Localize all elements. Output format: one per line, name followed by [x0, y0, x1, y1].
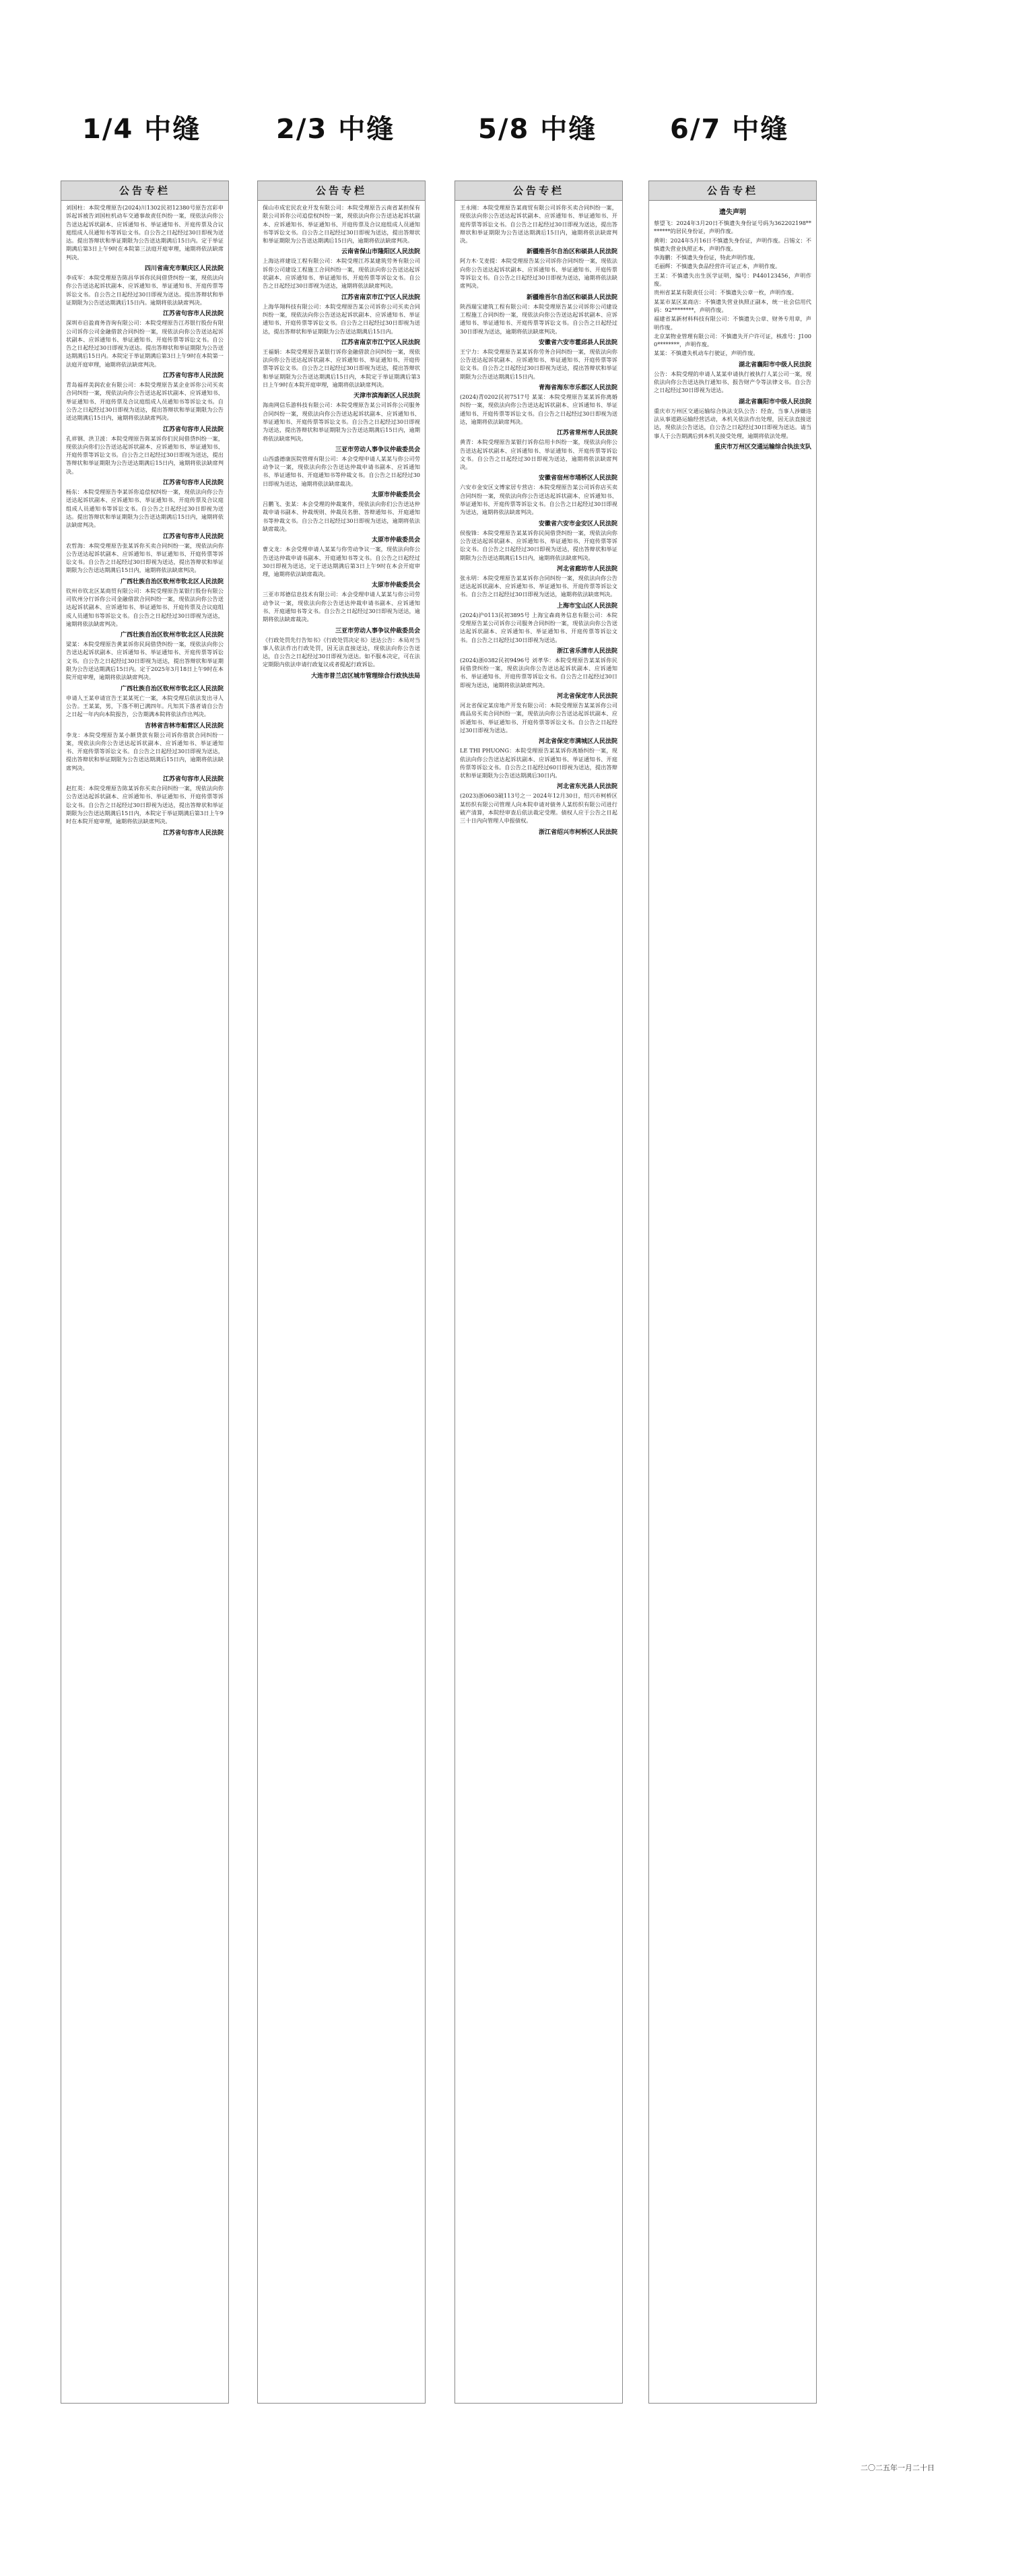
- court-name: 湖北省襄阳市中级人民法院: [738, 398, 811, 406]
- court-name: 太原市仲裁委员会: [371, 582, 420, 589]
- column-body: [258, 201, 425, 680]
- notice-text: 黄明：2024年5月16日不慎遗失身份证，声明作废。吕锡文：不慎遗失营业执照正本，声明作废。: [654, 236, 811, 252]
- court-name: 云南省保山市隆阳区人民法院: [341, 249, 420, 256]
- notice-text: 曹文龙：本会受理申请人某某与你劳动争议一案，现依法向你公告送达仲裁申请书副本、开庭通知书等文书。自公告之日起经过30日即视为送达，定于送达期满后第3日上午9时在本会开庭审理，逾期将依法缺席裁决。: [263, 546, 420, 578]
- notice-text: 吕鹏飞、张某：本会受理的仲裁案件，现依法向你们公告送达仲裁申请书副本、仲裁规则、仲裁员名册、答辩通知书、开庭通知书等仲裁文书。自公告之日起经过30日即视为送达，逾期将依法缺席裁决。: [263, 501, 420, 532]
- court-name: 上海市宝山区人民法院: [556, 602, 617, 610]
- court-name: 广西壮族自治区钦州市钦北区人民法院: [120, 685, 224, 693]
- notice-text: 刘国柱：本院受理原告(2024)川1302民初12380号原告宫彩申诉起诉被告刘国柱机动车交通事故责任纠纷一案，现依法向你公告送达起诉状副本、应诉通知书、举证通知书、开庭传票及合议庭组成人员通知书等诉讼文书。自公告之日起经过30日即视为送达。提出答辩状和举证期限为公告送达期满后15日内。定于举证期满后第3日上午9时在本院第三法庭开庭审理，逾期将依法缺席判决。: [66, 204, 224, 261]
- notice-text: 某某：不慎遗失机动车行驶证，声明作废。: [654, 350, 759, 357]
- court-name: 江苏省句容市人民法院: [162, 533, 224, 540]
- court-name: 新疆维吾尔自治区和硕县人民法院: [526, 249, 617, 256]
- notice-text: 阿力木·艾麦提：本院受理原告某公司诉你合同纠纷一案，现依法向你公告送达起诉状副本、应诉通知书、举证通知书、开庭传票等诉讼文书。自公告之日起经过30日即视为送达，逾期将依法缺席判决。: [460, 257, 617, 290]
- notice-text: 重庆市万州区交通运输综合执法支队公告：经查，当事人涉嫌违法从事道路运输经营活动，本机关依法作出处理，因无法直接送达，现依法公告送达，自公告之日起经过30日即视为送达。请当事人于公告期满后到本机关接受处理，逾期将依法处理。: [654, 407, 811, 439]
- notice-text: 钦州市钦北区某商贸有限公司：本院受理原告某银行股份有限公司钦州分行诉你公司金融借款合同纠纷一案，现依法向你公告送达起诉状副本、应诉通知书、举证通知书、开庭传票及合议庭组成人员通知书等诉讼文书。自公告之日起经过30日即视为送达，逾期将依法缺席判决。: [66, 587, 224, 627]
- notice-text: 福建省某新材料科技有限公司：不慎遗失公章、财务专用章，声明作废。: [654, 315, 811, 331]
- column-header: 公告专栏: [649, 181, 816, 201]
- notice-text: 遗失声明: [719, 209, 746, 216]
- notice-text: 李成军：本院受理原告陈昌华诉你民间借贷纠纷一案，现依法向你公告送达起诉状副本、应诉通知书、举证通知书、开庭传票等诉讼文书。自公告之日起经过30日即视为送达。提出答辩状和举证期限为公告送达期满后15日内。逾期将依法缺席判决。: [66, 274, 224, 306]
- court-name: 安徽省宿州市埇桥区人民法院: [538, 475, 617, 482]
- notice-text: 王某：不慎遗失出生医学证明，编号：P440123456，声明作废。: [654, 271, 811, 288]
- notice-text: 某某市某区某商店：不慎遗失营业执照正副本，统一社会信用代码：92********，声明作废。: [654, 298, 811, 313]
- notice-text: 青岛福祥美润农业有限公司：本院受理原告某企业诉你公司买卖合同纠纷一案，现依法向你公告送达起诉状副本、应诉通知书、举证通知书、开庭传票及合议庭组成人员通知书等诉讼文书。自公告之日起经过30日即视为送达，提出答辩状和举证期限为公告送达期满后15日内，逾期将依法缺席判决。: [66, 381, 224, 422]
- notice-text: 公告：本院受理的申请人某某申请执行被执行人某公司一案，现依法向你公告送达执行通知书、报告财产令等法律文书。自公告之日起经过30日即视为送达。: [654, 370, 811, 394]
- notice-column-3: [454, 181, 623, 2404]
- court-name: 河北省保定市满城区人民法院: [538, 738, 617, 746]
- notice-text: (2024)浙0382民初9496号 刘孝华：本院受理原告某某诉你民间借贷纠纷一案，现依法向你公告送达起诉状副本、应诉通知书、举证通知书、开庭传票等诉讼文书。自公告之日起经过30日即视为送达，逾期将依法缺席判决。: [460, 656, 617, 688]
- column-title-4: 6/7 中缝: [670, 114, 789, 145]
- court-name: 湖北省襄阳市中级人民法院: [738, 361, 811, 368]
- court-name: 江苏省常州市人民法院: [556, 430, 617, 437]
- court-name: 河北省东光县人民法院: [556, 783, 617, 791]
- notice-text: 王福娟：本院受理原告某银行诉你金融借款合同纠纷一案，现依法向你公告送达起诉状副本、应诉通知书、举证通知书、开庭传票等诉讼文书。自公告之日起经过30日即视为送达，提出答辩状和举证期限为公告送达期满后15日内，本院定于举证期满后第3日上午9时在本院开庭审理，逾期将依法缺席判决。: [263, 348, 420, 389]
- court-name: 江苏省南京市江宁区人民法院: [341, 339, 420, 346]
- notice-column-1: [61, 181, 229, 2404]
- notice-text: 三亚市邦德信息技术有限公司：本会受理申请人某某与你公司劳动争议一案，现依法向你公告送达仲裁申请书副本、应诉通知书、开庭通知书等文书。自公告之日起经过30日即视为送达，逾期将依法缺席裁决。: [263, 591, 420, 623]
- court-name: 江苏省句容市人民法院: [162, 311, 224, 318]
- court-name: 吉林省吉林市船营区人民法院: [144, 722, 224, 730]
- closing-court-name: 重庆市万州区交通运输综合执法支队: [714, 443, 811, 451]
- column-title-1: 1/4 中缝: [82, 114, 201, 145]
- notice-text: 杨东：本院受理原告李某诉你追偿权纠纷一案，现依法向你公告送达起诉状副本、应诉通知书、举证通知书、开庭传票及合议庭组成人员通知书等诉讼文书。自公告之日起经过30日即视为送达。提出答辩状和举证期限为公告送达期满后15日内，逾期将依法缺席判决。: [66, 488, 224, 529]
- notice-text: 陕西瑞宝建筑工程有限公司：本院受理原告某公司诉你公司建设工程施工合同纠纷一案，现依法向你公告送达起诉状副本、应诉通知书、举证通知书、开庭传票等诉讼文书。自公告之日起经过30日即视为送达，逾期将依法缺席判决。: [460, 302, 617, 335]
- notice-text: 王宁力：本院受理原告某某诉你劳务合同纠纷一案，现依法向你公告送达起诉状副本、应诉通知书、举证通知书、开庭传票等诉讼文书。自公告之日起经过30日即视为送达，提出答辩状和举证期限为公告送达期满后15日内。: [460, 348, 617, 380]
- court-name: 太原市仲裁委员会: [371, 537, 420, 544]
- notice-text: 北京某物业管理有限公司：不慎遗失开户许可证，核准号：J1000********，声明作废。: [654, 332, 811, 348]
- column-title-2: 2/3 中缝: [276, 114, 395, 145]
- notice-text: 侯俊锋：本院受理原告某某诉你民间借贷纠纷一案，现依法向你公告送达起诉状副本、应诉通知书、举证通知书、开庭传票等诉讼文书。自公告之日起经过30日即视为送达，提出答辩状和举证期限为公告送达期满后15日内，逾期将依法缺席判决。: [460, 529, 617, 561]
- notice-text: 深圳市启盈商务咨询有限公司：本院受理原告江苏银行股份有限公司诉你公司金融借款合同纠纷一案，现依法向你公告送达起诉状副本、应诉通知书、举证通知书、开庭传票等诉讼文书。自公告之日起经过30日即视为送达。提出答辩状和举证期限为公告送达期满后15日内。本院定于举证期满后第3日上午9时在本院第一法庭开庭审理，逾期将依法缺席判决。: [66, 319, 224, 368]
- notice-text: 《行政处罚先行告知书》《行政处罚决定书》送达公告：本局对当事人依法作出行政处罚，因无法直接送达，现依法向你公告送达，自公告之日起经过30日即视为送达。如不服本决定，可在法定期限内依法申请行政复议或者提起行政诉讼。: [263, 636, 420, 668]
- court-name: 天津市滨海新区人民法院: [353, 393, 420, 400]
- court-name: 河北省保定市人民法院: [556, 693, 617, 701]
- court-name: 浙江省乐清市人民法院: [556, 647, 617, 655]
- notice-text: 申请人王某申请宣告王某某死亡一案，本院受理后依法发出寻人公告。王某某，男，下落不明已满四年。凡知其下落者请自公告之日起一年内向本院报告，公告期满本院将依法作出判决。: [66, 694, 224, 718]
- closing-court-name: 江苏省句容市人民法院: [162, 829, 224, 837]
- court-name: 三亚市劳动人事争议仲裁委员会: [335, 446, 420, 453]
- notice-column-2: [257, 181, 426, 2404]
- court-name: 新疆维吾尔自治区和硕县人民法院: [526, 294, 617, 301]
- column-header: 公告专栏: [258, 181, 425, 201]
- notice-text: 蔡望飞：2024年3月20日不慎遗失身份证号码为362202198********的居民身份证，声明作废。: [654, 220, 811, 235]
- column-header: 公告专栏: [61, 181, 228, 201]
- notice-column-4: [648, 181, 817, 2404]
- notice-text: 王永刚：本院受理原告某商贸有限公司诉你买卖合同纠纷一案，现依法向你公告送达起诉状副本、应诉通知书、举证通知书、开庭传票等诉讼文书。自公告之日起经过30日即视为送达，提出答辩状和举证期限为公告送达期满后15日内，逾期将依法缺席判决。: [460, 204, 617, 245]
- notice-text: 海南网信乐游科技有限公司：本院受理原告某公司诉你公司服务合同纠纷一案，现依法向你公告送达起诉状副本、应诉通知书、举证通知书、开庭传票等诉讼文书。自公告之日起经过30日即视为送达，提出答辩状和举证期限为公告送达期满后15日内，逾期将依法缺席判决。: [263, 401, 420, 442]
- notice-text: (2024)青0202民初7517号 某某：本院受理原告某某诉你离婚纠纷一案，现依法向你公告送达起诉状副本、应诉通知书、举证通知书、开庭传票等诉讼文书。自公告之日起经过30日即视为送达，逾期将依法缺席判决。: [460, 393, 617, 425]
- notice-text: 李龙：本院受理原告某小额贷款有限公司诉你借款合同纠纷一案，现依法向你公告送达起诉状副本、应诉通知书、举证通知书、开庭传票等诉讼文书。自公告之日起经过30日即视为送达，提出答辩状和举证期限为公告送达期满后15日内，逾期将依法缺席判决。: [66, 731, 224, 771]
- court-name: 四川省南充市顺庆区人民法院: [144, 265, 224, 273]
- notice-text: 保山市成宏民农业开发有限公司：本院受理原告云南省某担保有限公司诉你公司追偿权纠纷一案，现依法向你公告送达起诉状副本、应诉通知书、举证通知书、开庭传票及合议庭组成人员通知书等诉讼文书。自公告之日起经过30日即视为送达，提出答辩状和举证期限为公告送达期满后15日内，逾期将依法缺席判决。: [263, 204, 420, 245]
- column-body: [455, 201, 622, 836]
- notice-text: 黄青：本院受理原告某银行诉你信用卡纠纷一案，现依法向你公告送达起诉状副本、应诉通知书、举证通知书、开庭传票等诉讼文书。自公告之日起经过30日即视为送达，逾期将依法缺席判决。: [460, 439, 617, 471]
- court-name: 广西壮族自治区钦州市钦北区人民法院: [120, 578, 224, 585]
- notice-text: 梁某：本院受理原告黄某诉你民间借贷纠纷一案，现依法向你公告送达起诉状副本、应诉通知书、举证通知书、开庭传票等诉讼文书。自公告之日起经过30日即视为送达，提出答辩状和举证期限为公告送达期满后15日内。定于2025年3月18日上午9时在本院开庭审理，逾期将依法缺席判决。: [66, 641, 224, 681]
- court-name: 安徽省六安市金安区人民法院: [538, 520, 617, 527]
- column-title-3: 5/8 中缝: [478, 114, 597, 145]
- notice-text: (2023)浙0603破113号之一 2024年12月30日，绍兴市柯桥区某纺织有限公司管理人向本院申请对债务人某纺织有限公司进行破产清算，本院经审查后依法裁定受理。债权人应于公告之日起三十日内向管理人申报债权。: [460, 792, 617, 825]
- column-header: 公告专栏: [455, 181, 622, 201]
- court-name: 江苏省句容市人民法院: [162, 426, 224, 433]
- notice-text: 农哲海：本院受理原告张某诉你买卖合同纠纷一案，现依法向你公告送达起诉状副本、应诉通知书、举证通知书、开庭传票等诉讼文书。自公告之日起经过30日即视为送达，提出答辩状和举证期限为公告送达期满后15日内，逾期将依法缺席判决。: [66, 542, 224, 574]
- notice-text: 六安市金安区文博家居专营店：本院受理原告某公司诉你店买卖合同纠纷一案，现依法向你公告送达起诉状副本、应诉通知书、举证通知书、开庭传票等诉讼文书。自公告之日起经过30日即视为送达，逾期将依法缺席判决。: [460, 484, 617, 516]
- notice-text: 上海华翔科技有限公司：本院受理原告某公司诉你公司买卖合同纠纷一案，现依法向你公告送达起诉状副本、应诉通知书、举证通知书、开庭传票等诉讼文书。自公告之日起经过30日即视为送达，提出答辩状和举证期限为公告送达期满后15日内。: [263, 302, 420, 335]
- court-name: 太原市仲裁委员会: [371, 492, 420, 499]
- notice-text: 赵红英：本院受理原告陈某诉你买卖合同纠纷一案，现依法向你公告送达起诉状副本、应诉通知书、举证通知书、开庭传票等诉讼文书。自公告之日起经过30日即视为送达，提出答辩状和举证期限为公告送达期满后15日内，本院定于举证期满后第3日上午9时在本院开庭审理，逾期将依法缺席判决。: [66, 785, 224, 825]
- closing-court-name: 浙江省绍兴市柯桥区人民法院: [538, 829, 617, 836]
- court-name: 安徽省六安市霍邱县人民法院: [538, 339, 617, 346]
- footer-date: 二〇二五年一月二十日: [861, 2464, 935, 2472]
- court-name: 三亚市劳动人事争议仲裁委员会: [335, 627, 420, 635]
- court-name: 江苏省句容市人民法院: [162, 776, 224, 783]
- notice-text: (2024)沪0113民初3895号 上海宝森商务信息有限公司：本院受理原告某公司诉你公司服务合同纠纷一案，现依法向你公告送达起诉状副本、应诉通知书、举证通知书、开庭传票等诉讼文书。自公告之日起经过30日即视为送达。: [460, 611, 617, 643]
- notice-text: 河北省保定某房地产开发有限公司：本院受理原告某某诉你公司商品房买卖合同纠纷一案，现依法向你公告送达起诉状副本、应诉通知书、举证通知书、开庭传票等诉讼文书。自公告之日起经过30日即视为送达。: [460, 702, 617, 734]
- notice-text: 张永明：本院受理原告某某诉你合同纠纷一案，现依法向你公告送达起诉状副本、应诉通知书、举证通知书、开庭传票等诉讼文书。自公告之日起经过30日即视为送达，逾期将依法缺席判决。: [460, 574, 617, 598]
- closing-court-name: 大连市普兰店区城市管理综合行政执法局: [310, 672, 420, 680]
- column-body: [649, 201, 816, 451]
- court-name: 江苏省句容市人民法院: [162, 373, 224, 380]
- court-name: 江苏省句容市人民法院: [162, 480, 224, 487]
- notice-text: 贵州省某某有限责任公司：不慎遗失公章一枚，声明作废。: [654, 289, 797, 296]
- court-name: 青海省海东市乐都区人民法院: [538, 385, 617, 392]
- court-name: 江苏省南京市江宁区人民法院: [341, 294, 420, 301]
- court-name: 河北省廊坊市人民法院: [556, 565, 617, 573]
- column-body: [61, 201, 228, 837]
- notice-text: 李海鹏：不慎遗失身份证，特此声明作废。: [654, 254, 759, 261]
- notice-text: 山西盛德康医院管理有限公司：本会受理申请人某某与你公司劳动争议一案，现依法向你公告送达仲裁申请书副本、应诉通知书、举证通知书、开庭通知书等仲裁文书。自公告之日起经过30日即视为送达，逾期将依法缺席裁决。: [263, 455, 420, 487]
- notice-text: 上海达祥建设工程有限公司：本院受理江苏某建筑劳务有限公司诉你公司建设工程施工合同纠纷一案，现依法向你公告送达起诉状副本、应诉通知书、举证通知书、开庭传票等诉讼文书。自公告之日起经过30日即视为送达，逾期将依法缺席判决。: [263, 257, 420, 290]
- notice-text: 毛丽辉：不慎遗失食品经营许可证正本，声明作废。: [654, 263, 781, 270]
- court-name: 广西壮族自治区钦州市钦北区人民法院: [120, 632, 224, 639]
- notice-text: LE THI PHUONG：本院受理原告某某诉你离婚纠纷一案，现依法向你公告送达起诉状副本、应诉通知书、举证通知书、开庭传票等诉讼文书。自公告之日起经过60日即视为送达，提出答辩状和举证期限为公告送达期满后30日内。: [460, 747, 617, 779]
- notice-text: 孔祥钢、洪卫波：本院受理原告陈某诉你们民间借贷纠纷一案，现依法向你们公告送达起诉状副本、应诉通知书、举证通知书、开庭传票等诉讼文书。自公告之日起经过30日即视为送达，提出答辩状和举证期限为公告送达期满后15日内，逾期将依法缺席判决。: [66, 434, 224, 475]
